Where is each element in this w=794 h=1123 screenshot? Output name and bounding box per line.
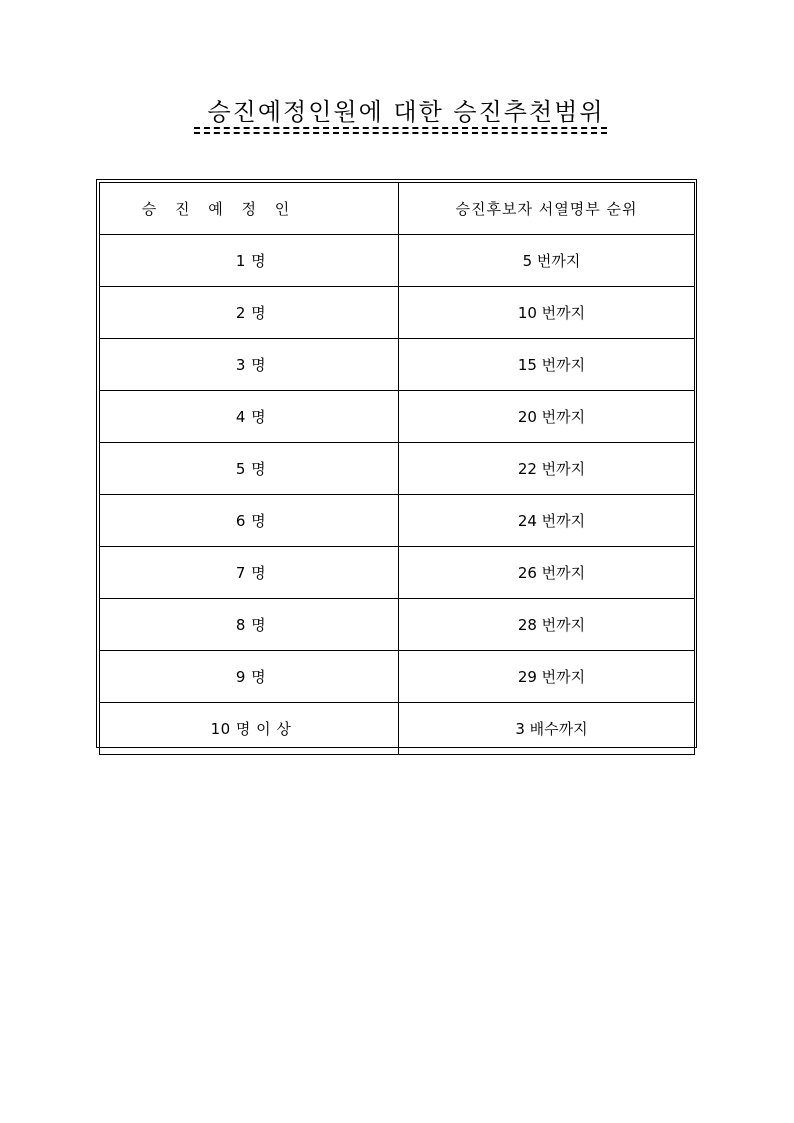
table-row <box>100 703 695 755</box>
ranking-range-cell: 10 번까지 <box>399 287 695 339</box>
ranking-range-cell: 20 번까지 <box>399 391 695 443</box>
table-row <box>100 391 695 443</box>
expected-count-cell: 4 명 <box>100 391 399 443</box>
promotion-range-table-frame <box>96 179 697 748</box>
table-header-row <box>100 183 695 235</box>
table-row <box>100 651 695 703</box>
promotion-range-table <box>99 182 695 755</box>
title-underline-bottom <box>194 132 607 134</box>
expected-count-cell: 8 명 <box>100 599 399 651</box>
table-row <box>100 339 695 391</box>
expected-count-cell: 6 명 <box>100 495 399 547</box>
table-row <box>100 547 695 599</box>
table-row <box>100 443 695 495</box>
ranking-range-cell: 28 번까지 <box>399 599 695 651</box>
expected-count-cell: 2 명 <box>100 287 399 339</box>
page-title: 승진예정인원에 대한 승진추천범위 <box>207 98 605 126</box>
table-row <box>100 495 695 547</box>
ranking-range-cell: 22 번까지 <box>399 443 695 495</box>
table-row <box>100 287 695 339</box>
title-underline-top <box>194 127 607 129</box>
expected-count-cell: 7 명 <box>100 547 399 599</box>
column-header-candidate-ranking: 승진후보자 서열명부 순위 <box>399 183 695 235</box>
table-row <box>100 599 695 651</box>
ranking-range-cell: 3 배수까지 <box>399 703 695 755</box>
expected-count-cell: 5 명 <box>100 443 399 495</box>
ranking-range-cell: 5 번까지 <box>399 235 695 287</box>
column-header-expected-promotions: 승 진 예 정 인 <box>100 183 399 235</box>
expected-count-cell: 9 명 <box>100 651 399 703</box>
expected-count-cell: 1 명 <box>100 235 399 287</box>
title-double-underline <box>194 127 607 135</box>
ranking-range-cell: 15 번까지 <box>399 339 695 391</box>
table-row <box>100 235 695 287</box>
ranking-range-cell: 26 번까지 <box>399 547 695 599</box>
expected-count-cell: 10 명 이 상 <box>100 703 399 755</box>
expected-count-cell: 3 명 <box>100 339 399 391</box>
ranking-range-cell: 29 번까지 <box>399 651 695 703</box>
ranking-range-cell: 24 번까지 <box>399 495 695 547</box>
